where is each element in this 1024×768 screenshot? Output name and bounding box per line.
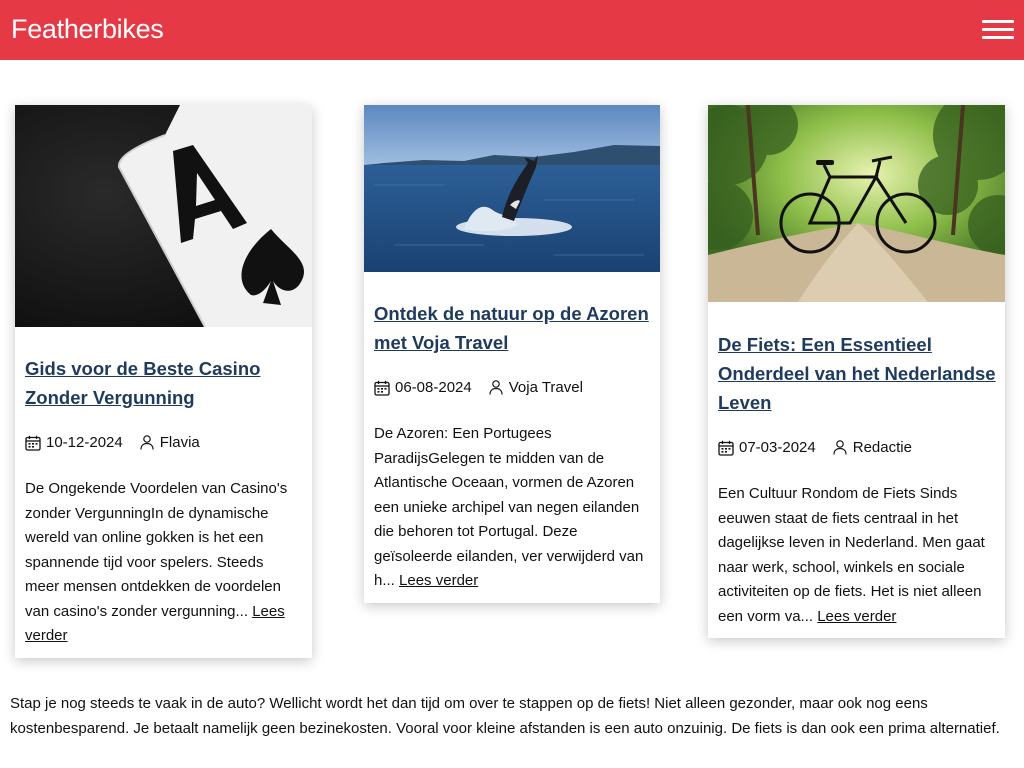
read-more-link[interactable]: Lees verder (25, 602, 285, 644)
post-card (15, 105, 312, 658)
post-meta (718, 439, 912, 456)
user-icon (140, 435, 154, 450)
post-author: Flavia (159, 434, 200, 451)
intro-paragraph: Stap je nog steeds te vaak in de auto? Wellicht wordt het dan tijd om over te stappen op de fiets! Niet alleen gezonder, maar ook nog eens kostenbesparend. Je betaalt namelijk geen bezinekosten. Vooral voor kleine afstanden is een auto onzuinig. De fiets is dan ook een prima alternatief. (10, 695, 1000, 737)
post-image-ace-card[interactable] (15, 105, 312, 327)
post-date: 07-03-2024 (739, 439, 816, 456)
post-excerpt: De Azoren: Een Portugees ParadijsGelegen te midden van de Atlantische Oceaan, vormen de Azoren een unieke archipel van negen eilanden die behoren tot Portugal. Deze geïsoleerde eilanden, ver verwijderd van h... Lees verder (374, 425, 644, 589)
post-date: 10-12-2024 (46, 434, 123, 451)
post-title[interactable]: Ontdek de natuur op de Azoren met Voja Travel (374, 303, 649, 353)
post-image-bicycle[interactable] (708, 105, 1005, 302)
post-author: Voja Travel (508, 379, 583, 396)
post-meta (25, 434, 200, 451)
site-logo[interactable]: Featherbikes (11, 14, 164, 44)
post-date: 06-08-2024 (395, 379, 472, 396)
read-more-link[interactable]: Lees verder (399, 572, 479, 589)
post-author: Redactie (852, 439, 912, 456)
post-excerpt: Een Cultuur Rondom de Fiets Sinds eeuwen staat de fiets centraal in het dagelijkse leven in Nederland. Men gaat naar werk, school, winkels en sociale activiteiten op de fiets. Het is niet alleen een vorm va... Lees verder (718, 485, 985, 625)
post-title[interactable]: Gids voor de Beste Casino Zonder Vergunning (25, 358, 261, 408)
post-excerpt: De Ongekende Voordelen van Casino's zonder VergunningIn de dynamische wereld van online gokken is het een spannende tijd voor spelers. Steeds meer mensen ontdekken de voordelen van casino's zonder vergunning... Lees verder (25, 480, 288, 644)
post-meta (374, 379, 583, 396)
post-title[interactable]: De Fiets: Een Essentieel Onderdeel van het Nederlandse Leven (718, 334, 996, 413)
calendar-icon (25, 435, 41, 451)
post-card (708, 105, 1005, 638)
post-image-whale[interactable] (364, 105, 660, 272)
calendar-icon (718, 440, 734, 456)
user-icon (489, 380, 503, 395)
read-more-link[interactable]: Lees verder (817, 607, 897, 625)
hamburger-icon[interactable] (982, 18, 1014, 42)
calendar-icon (374, 380, 390, 396)
post-card (364, 105, 660, 603)
site-header (0, 0, 1024, 60)
user-icon (833, 440, 847, 455)
